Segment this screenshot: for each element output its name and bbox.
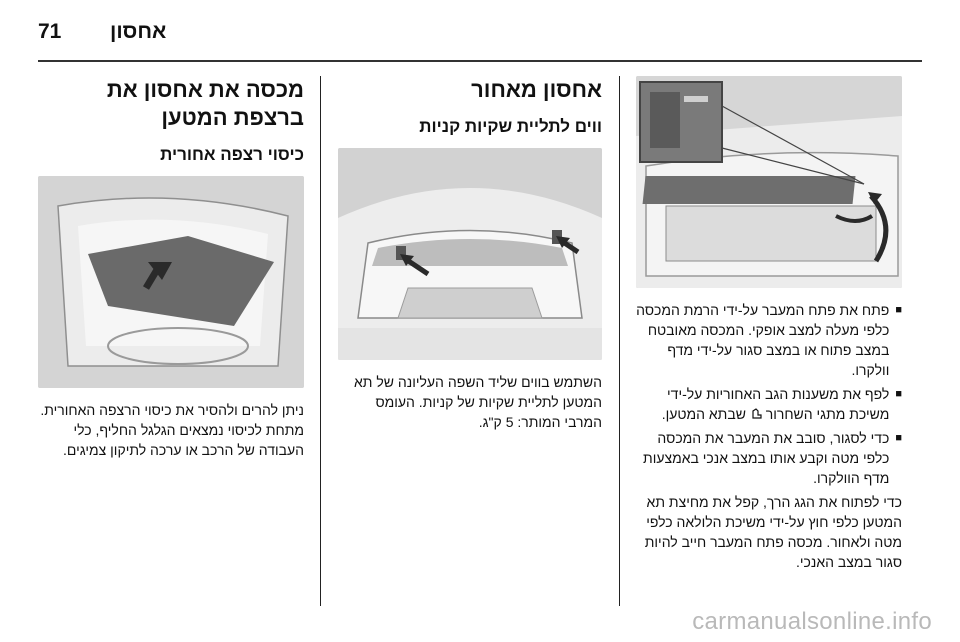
section-subheading: כיסוי רצפה אחורית bbox=[160, 145, 304, 164]
column-middle bbox=[338, 76, 602, 432]
page-header bbox=[0, 0, 960, 62]
chapter-title: אחסון bbox=[110, 20, 167, 43]
header-rule bbox=[38, 60, 922, 62]
instruction-bullet bbox=[636, 384, 902, 424]
bullet-text-part: לפף את משענות הגב האחוריות על-ידי משיכת מתגי השחרור bbox=[667, 386, 890, 422]
section-heading: אחסון מאחור bbox=[471, 77, 602, 102]
bullet-text: כדי לסגור, סובב את המעבר את המכסה כלפי מטה וקבע אותו במצב אנכי באמצעות מדף הוולקרו. bbox=[643, 430, 890, 486]
column-left bbox=[38, 76, 304, 460]
section-heading: מכסה את אחסון את ברצפת המטען bbox=[106, 77, 304, 130]
trunk-pass-through-illustration bbox=[636, 76, 902, 288]
bullet-text: פתח את פתח המעבר על-ידי הרמת המכסה כלפי מעלה למצב אופקי. המכסה מאובטח במצב פתוח או במצב סגור על-ידי מדף וולקרו. bbox=[636, 302, 890, 378]
bullet-text bbox=[636, 384, 889, 424]
body-paragraph: ניתן להרים ולהסיר את כיסוי הרצפה האחורית. מתחת לכיסוי נמצאים הגלגל החליף, כלי העבודה של הרכב או ערכה לתיקון צמיגים. bbox=[40, 402, 304, 458]
column-right bbox=[636, 76, 902, 572]
instruction-bullet bbox=[636, 428, 902, 488]
seat-release-icon bbox=[750, 408, 762, 420]
body-paragraph: השתמש בווים שליד השפה העליונה של תא המטען לתליית שקיות של קניות. העומס המרבי המותר: 5 ק"ג. bbox=[354, 374, 602, 430]
square-bullet-icon: ■ bbox=[895, 388, 902, 400]
bullet-text-part: שבתא המטען. bbox=[661, 406, 746, 422]
instruction-bullet bbox=[636, 300, 902, 380]
body-paragraph: כדי לפתוח את הגג הרך, קפל את מחיצת תא המטען כלפי חוץ על-ידי משיכת הלולאה כלפי מטה ולאחור. מכסה פתח המעבר חייב להיות סגור במצב האנכי. bbox=[644, 494, 902, 570]
figure-rear-floor-cover bbox=[38, 176, 304, 388]
figure-shopping-bag-hooks bbox=[338, 148, 602, 360]
column-divider bbox=[320, 76, 321, 606]
square-bullet-icon: ■ bbox=[895, 304, 902, 316]
floor-cover-illustration bbox=[38, 176, 304, 388]
square-bullet-icon: ■ bbox=[895, 432, 902, 444]
page-number: 71 bbox=[38, 20, 62, 43]
section-subheading: ווים לתליית שקיות קניות bbox=[419, 117, 602, 136]
watermark: carmanualsonline.info bbox=[692, 608, 932, 635]
column-divider bbox=[619, 76, 620, 606]
figure-pass-through-cover bbox=[636, 76, 902, 288]
trunk-hooks-illustration bbox=[338, 148, 602, 360]
